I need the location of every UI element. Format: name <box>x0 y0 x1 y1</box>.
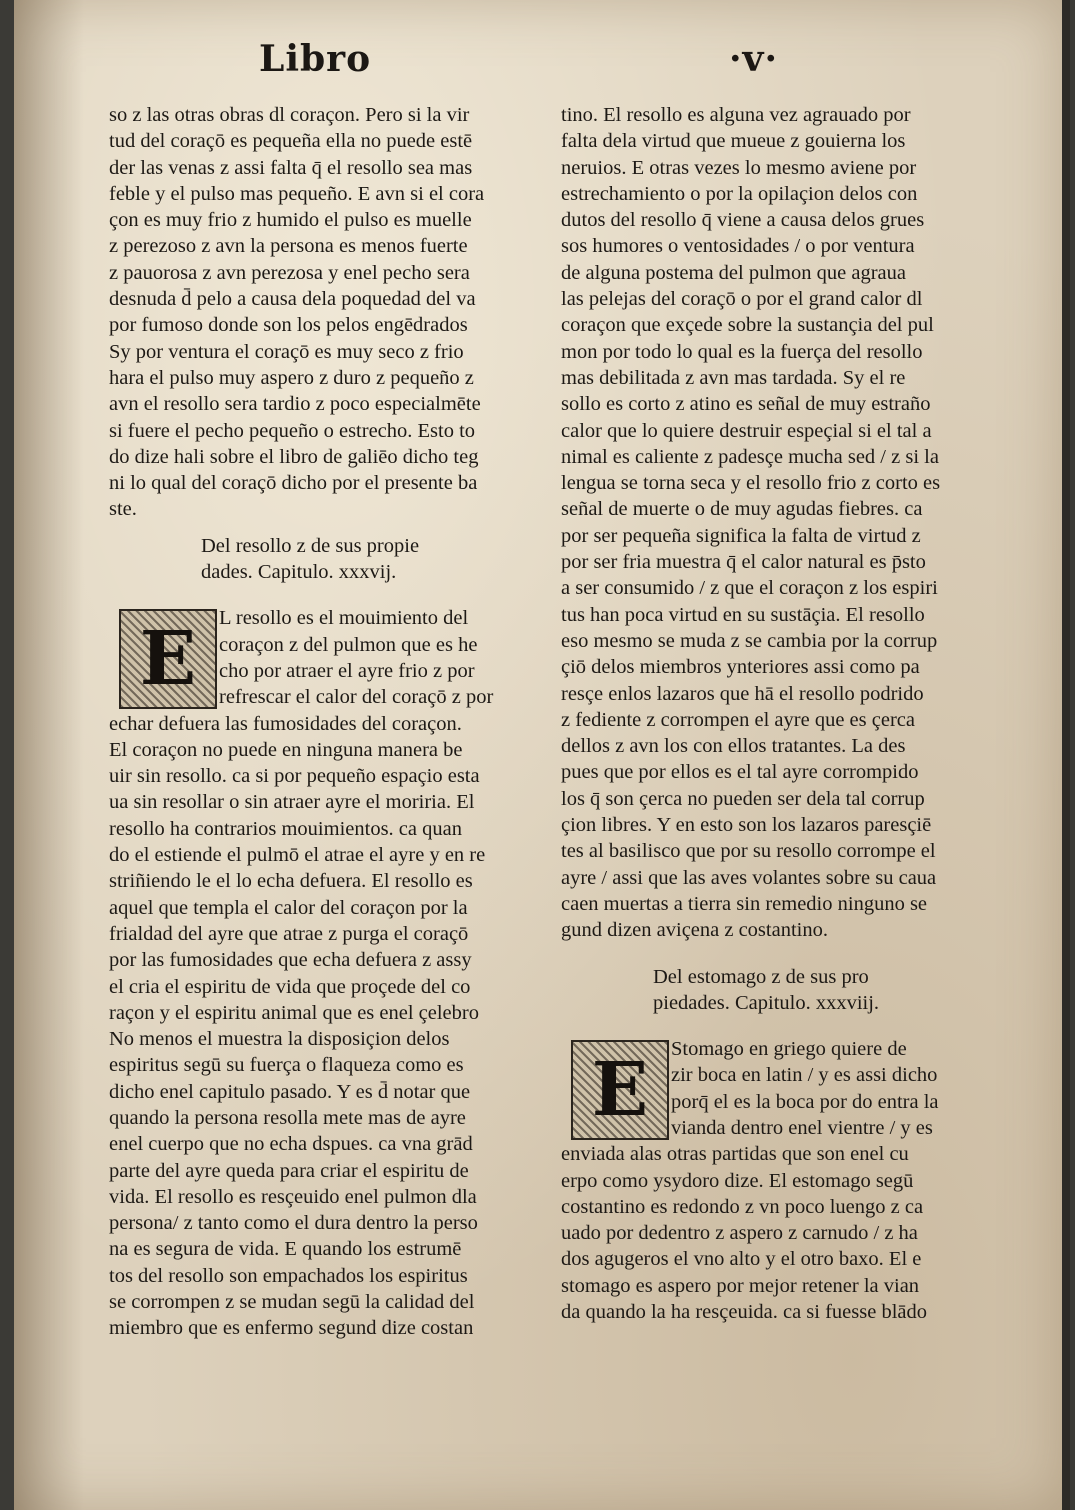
spacer <box>109 523 509 533</box>
text-line: çiō delos miembros ynteriores assi como pa <box>561 656 920 679</box>
text-line: tud del coraçō es pequeña ella no puede estē <box>109 130 473 153</box>
text-line: eso mesmo se muda z se cambia por la corrup <box>561 629 938 652</box>
text-line: si fuere el pecho pequeño o estrecho. Esto to <box>109 419 476 442</box>
text-line: z perezoso z avn la persona es menos fuerte <box>109 235 468 258</box>
text-line: sos humores o ventosidades / o por ventura <box>561 235 915 258</box>
text-line: quando la persona resolla mete mas de ayre <box>109 1106 466 1129</box>
text-line: persona/ z tanto como el dura dentro la perso <box>109 1212 478 1235</box>
text-line: coraçon que exçede sobre la sustançia del pul <box>561 314 934 337</box>
text-line: enviada alas otras partidas que son enel cu <box>561 1143 909 1166</box>
left-paragraph-2 <box>109 711 509 1342</box>
text-line: frialdad del ayre que atrae z purga el coraçō <box>109 922 469 945</box>
text-line: a ser consumido / z que el coraçon z los espiri <box>561 577 938 600</box>
text-line: raçon y el espiritu animal que es enel çelebro <box>109 1001 479 1024</box>
text-line: resollo ha contrarios mouimientos. ca quan <box>109 817 462 840</box>
text-line: los q̄ son çerca no pueden ser dela tal corrup <box>561 787 925 810</box>
spacer <box>561 944 961 964</box>
text-line: Del resollo z de sus propie <box>201 534 420 557</box>
text-line: z pauorosa z avn perezosa y enel pecho sera <box>109 261 470 284</box>
text-line: ayre / assi que las aves volantes sobre su caua <box>561 866 937 889</box>
spacer <box>109 585 509 605</box>
text-line: gund dizen aviçena z costantino. <box>561 919 828 942</box>
text-line: çion libres. Y en esto son los lazaros paresçiē <box>561 814 932 837</box>
text-line: el cria el espiritu de vida que proçede del co <box>109 975 471 998</box>
right-column <box>561 102 961 1325</box>
text-line: mon por todo lo qual es la fuerça del resollo <box>561 340 923 363</box>
text-line: çon es muy frio z humido el pulso es muelle <box>109 209 472 232</box>
decorated-initial: E <box>119 609 217 709</box>
initial-block <box>561 1036 961 1141</box>
text-line: neruios. E otras vezes lo mesmo aviene por <box>561 156 917 179</box>
chapter-heading-resollo <box>109 533 509 586</box>
text-line: stomago es aspero por mejor retener la vian <box>561 1274 920 1297</box>
text-line: señal de muerte o de muy agudas fiebres. ca <box>561 498 923 521</box>
text-line: El coraçon no puede en ninguna manera be <box>109 738 463 761</box>
page-gutter-shadow <box>14 0 84 1510</box>
text-line: dutos del resollo q̄ viene a causa delos grues <box>561 209 925 232</box>
text-line: se corrompen z se mudan segū la calidad del <box>109 1291 475 1314</box>
text-line: refrescar el calor del coraçō z por <box>219 686 494 709</box>
text-line: No menos el muestra la disposiçion delos <box>109 1028 450 1051</box>
text-line: miembro que es enfermo segund dize costan <box>109 1317 474 1340</box>
text-line: por las fumosidades que echa defuera z assy <box>109 949 472 972</box>
right-paragraph-2 <box>561 1141 961 1325</box>
text-line: coraçon z del pulmon que es he <box>219 633 478 656</box>
text-line: ste. <box>109 498 137 521</box>
text-line: aquel que templa el calor del coraçon por la <box>109 896 468 919</box>
text-line: uado por dedentro z aspero z carnudo / z ha <box>561 1222 918 1245</box>
text-line: striñiendo le el lo echa defuera. El resollo es <box>109 870 473 893</box>
text-line: costantino es redondo z vn poco luengo z ca <box>561 1195 924 1218</box>
text-line: so z las otras obras dl coraçon. Pero si la vir <box>109 104 470 126</box>
text-line: de alguna postema del pulmon que agraua <box>561 261 906 284</box>
text-line: caen muertas a tierra sin remedio ninguno se <box>561 892 928 915</box>
text-line: pues que por ellos es el tal ayre corrompido <box>561 761 919 784</box>
text-line: uir sin resollo. ca si por pequeño espaçio esta <box>109 765 480 788</box>
text-line: cho por atraer el ayre frio z por <box>219 659 475 682</box>
text-line: por ser pequeña significa la falta de virtud z <box>561 524 921 547</box>
text-line: tus han poca virtud en su sustāçia. El resollo <box>561 603 925 626</box>
text-line: Sy por ventura el coraçō es muy seco z frio <box>109 340 464 363</box>
text-line: dos agugeros el vno alto y el otro baxo. El e <box>561 1248 922 1271</box>
left-column <box>109 102 509 1342</box>
text-line: mas debilitada z avn mas tardada. Sy el re <box>561 366 906 389</box>
text-line: porq̄ el es la boca por do entra la <box>671 1090 939 1113</box>
text-line: L resollo es el mouimiento del <box>219 607 469 630</box>
text-line: ua sin resollar o sin atraer ayre el moriria. El <box>109 791 475 814</box>
left-paragraph-1 <box>109 102 509 523</box>
text-line: parte del ayre queda para criar el espiritu de <box>109 1159 469 1182</box>
text-line: dellos z avn los con ellos tratantes. La des <box>561 735 906 758</box>
text-line: erpo como ysydoro dize. El estomago segū <box>561 1169 914 1192</box>
running-head-left: Libro <box>259 38 372 80</box>
text-line: da quando la ha resçeuida. ca si fuesse blādo <box>561 1301 928 1324</box>
book-page <box>14 0 1070 1510</box>
text-line: calor que lo quiere destruir espeçial si el tal a <box>561 419 932 442</box>
text-line: Stomago en griego quiere de <box>671 1038 907 1061</box>
text-line: piedades. Capitulo. xxxviij. <box>653 991 880 1014</box>
text-line: enel cuerpo que no echa dspues. ca vna grād <box>109 1133 473 1156</box>
text-line: ni lo qual del coraçō dicho por el presente ba <box>109 472 478 495</box>
running-head-right: ·v· <box>729 38 778 80</box>
text-line: do dize hali sobre el libro de galiēo dicho teg <box>109 445 479 468</box>
text-line: nimal es caliente z padesçe mucha sed / z si la <box>561 445 939 468</box>
text-line: Del estomago z de sus pro <box>653 965 869 988</box>
text-line: tino. El resollo es alguna vez agrauado por <box>561 104 911 126</box>
text-line: sollo es corto z atino es señal de muy estraño <box>561 393 931 416</box>
text-line: estrechamiento o por la opilaçion delos con <box>561 182 918 205</box>
text-line: echar defuera las fumosidades del coraçon. <box>109 712 462 735</box>
text-line: na es segura de vida. E quando los estrumē <box>109 1238 462 1261</box>
chapter-heading-estomago <box>561 964 961 1017</box>
text-line: lengua se torna seca y el resollo frio z corto es <box>561 472 941 495</box>
initial-block <box>109 605 509 710</box>
decorated-initial: E <box>571 1040 669 1140</box>
text-line: espiritus segū su fuerça o flaqueza como es <box>109 1054 464 1077</box>
text-line: der las venas z assi falta q̄ el resollo sea mas <box>109 156 473 179</box>
text-line: z fediente z corrompen el ayre que es çerca <box>561 708 915 731</box>
text-line: dades. Capitulo. xxxvij. <box>201 561 397 584</box>
text-line: resçe enlos lazaros que hā el resollo podrido <box>561 682 924 705</box>
text-line: por fumoso donde son los pelos engēdrados <box>109 314 468 337</box>
text-line: tes al basilisco que por su resollo corrompe el <box>561 840 936 863</box>
text-line: desnuda d̄ pelo a causa dela poquedad del va <box>109 288 476 311</box>
text-line: zir boca en latin / y es assi dicho <box>671 1064 938 1087</box>
text-line: tos del resollo son empachados los espiritus <box>109 1264 468 1287</box>
text-line: dicho enel capitulo pasado. Y es d̄ notar que <box>109 1080 471 1103</box>
text-line: por ser fria muestra q̄ el calor natural es p̄sto <box>561 551 926 574</box>
text-line: falta dela virtud que mueue z gouierna los <box>561 130 906 153</box>
spacer <box>561 1016 961 1036</box>
text-line: avn el resollo sera tardio z poco especialmēte <box>109 393 481 416</box>
text-line: hara el pulso muy aspero z duro z pequeño z <box>109 366 474 389</box>
text-line: feble y el pulso mas pequeño. E avn si el cora <box>109 182 485 205</box>
right-paragraph-1 <box>561 102 961 944</box>
text-line: vianda dentro enel vientre / y es <box>671 1116 933 1139</box>
text-line: vida. El resollo es resçeuido enel pulmon dla <box>109 1185 477 1208</box>
text-line: do el estiende el pulmō el atrae el ayre y en re <box>109 844 486 867</box>
text-line: las pelejas del coraçō o por el grand calor dl <box>561 288 923 311</box>
